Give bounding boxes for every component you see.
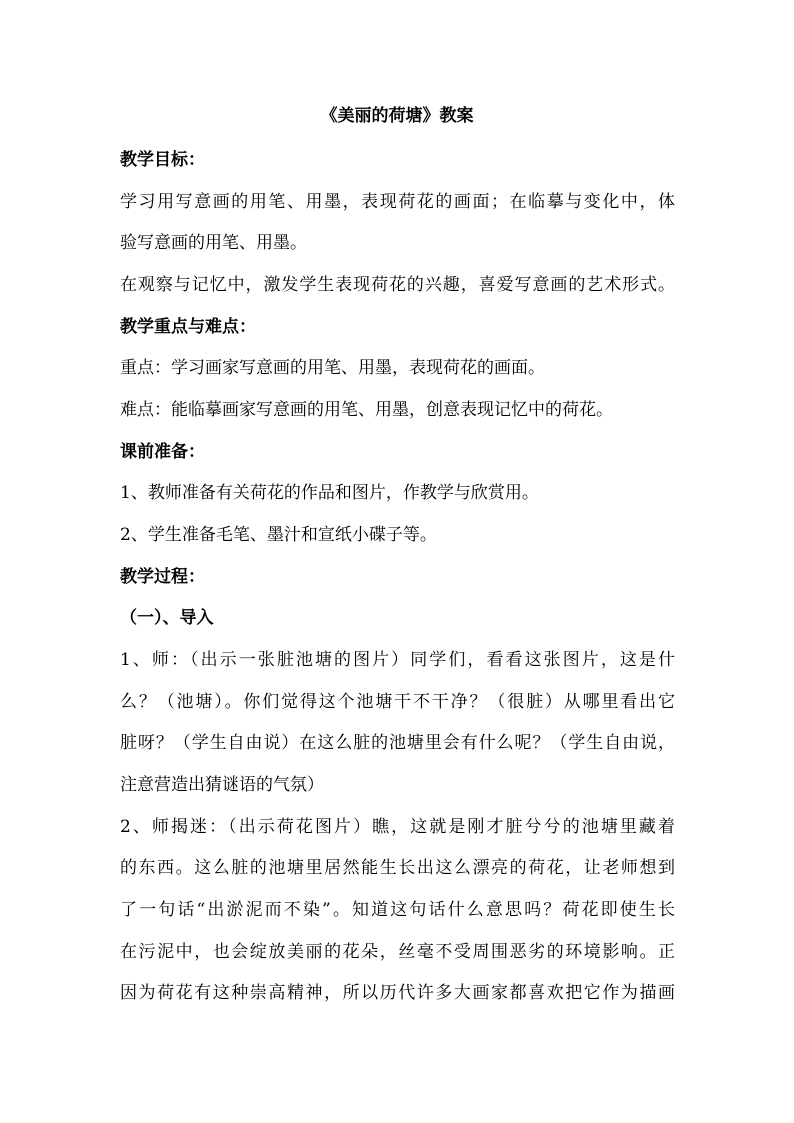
paragraph-line: 验写意画的用笔、用墨。: [120, 233, 307, 253]
paragraph-line: 学习用写意画的用笔、用墨，表现荷花的画面；在临摹与变化中，体: [120, 192, 675, 212]
paragraph-line: 在污泥中，也会绽放美丽的花朵，丝毫不受周围恶劣的环境影响。正: [120, 942, 675, 962]
paragraph-line: 的东西。这么脏的池塘里居然能生长出这么漂亮的荷花，让老师想到: [120, 858, 675, 878]
heading-teaching-process: 教学过程：: [120, 567, 205, 587]
heading-key-points: 教学重点与难点：: [120, 317, 256, 337]
heading-preparation: 课前准备：: [120, 442, 205, 462]
paragraph-line: 脏呀？（学生自由说）在这么脏的池塘里会有什么呢？（学生自由说，: [120, 733, 675, 753]
paragraph-line: 么？（池塘）。你们觉得这个池塘干不干净？（很脏）从哪里看出它: [120, 692, 675, 712]
paragraph-line: 在观察与记忆中，激发学生表现荷花的兴趣，喜爱写意画的艺术形式。: [120, 275, 675, 295]
paragraph-line: 难点：能临摹画家写意画的用笔、用墨，创意表现记忆中的荷花。: [120, 400, 613, 420]
subheading-introduction: （一）、导入: [120, 608, 214, 628]
heading-teaching-objectives: 教学目标：: [120, 150, 205, 170]
document-title: 《美丽的荷塘》教案: [320, 106, 474, 126]
paragraph-line: 因为荷花有这种崇高精神，所以历代许多大画家都喜欢把它作为描画: [120, 983, 675, 1003]
paragraph-line: 注意营造出猜谜语的气氛）: [120, 775, 324, 795]
paragraph-line: 重点：学习画家写意画的用笔、用墨，表现荷花的画面。: [120, 358, 545, 378]
paragraph-line: 2、学生准备毛笔、墨汁和宣纸小碟子等。: [120, 525, 437, 545]
paragraph-line: 2、师揭迷：（出示荷花图片）瞧，这就是刚才脏兮兮的池塘里藏着: [120, 817, 675, 837]
paragraph-line: 1、师：（出示一张脏池塘的图片）同学们，看看这张图片，这是什: [120, 650, 675, 670]
paragraph-line: 了一句话“出淤泥而不染”。知道这句话什么意思吗？荷花即使生长: [120, 900, 675, 920]
paragraph-line: 1、教师准备有关荷花的作品和图片，作教学与欣赏用。: [120, 483, 539, 503]
